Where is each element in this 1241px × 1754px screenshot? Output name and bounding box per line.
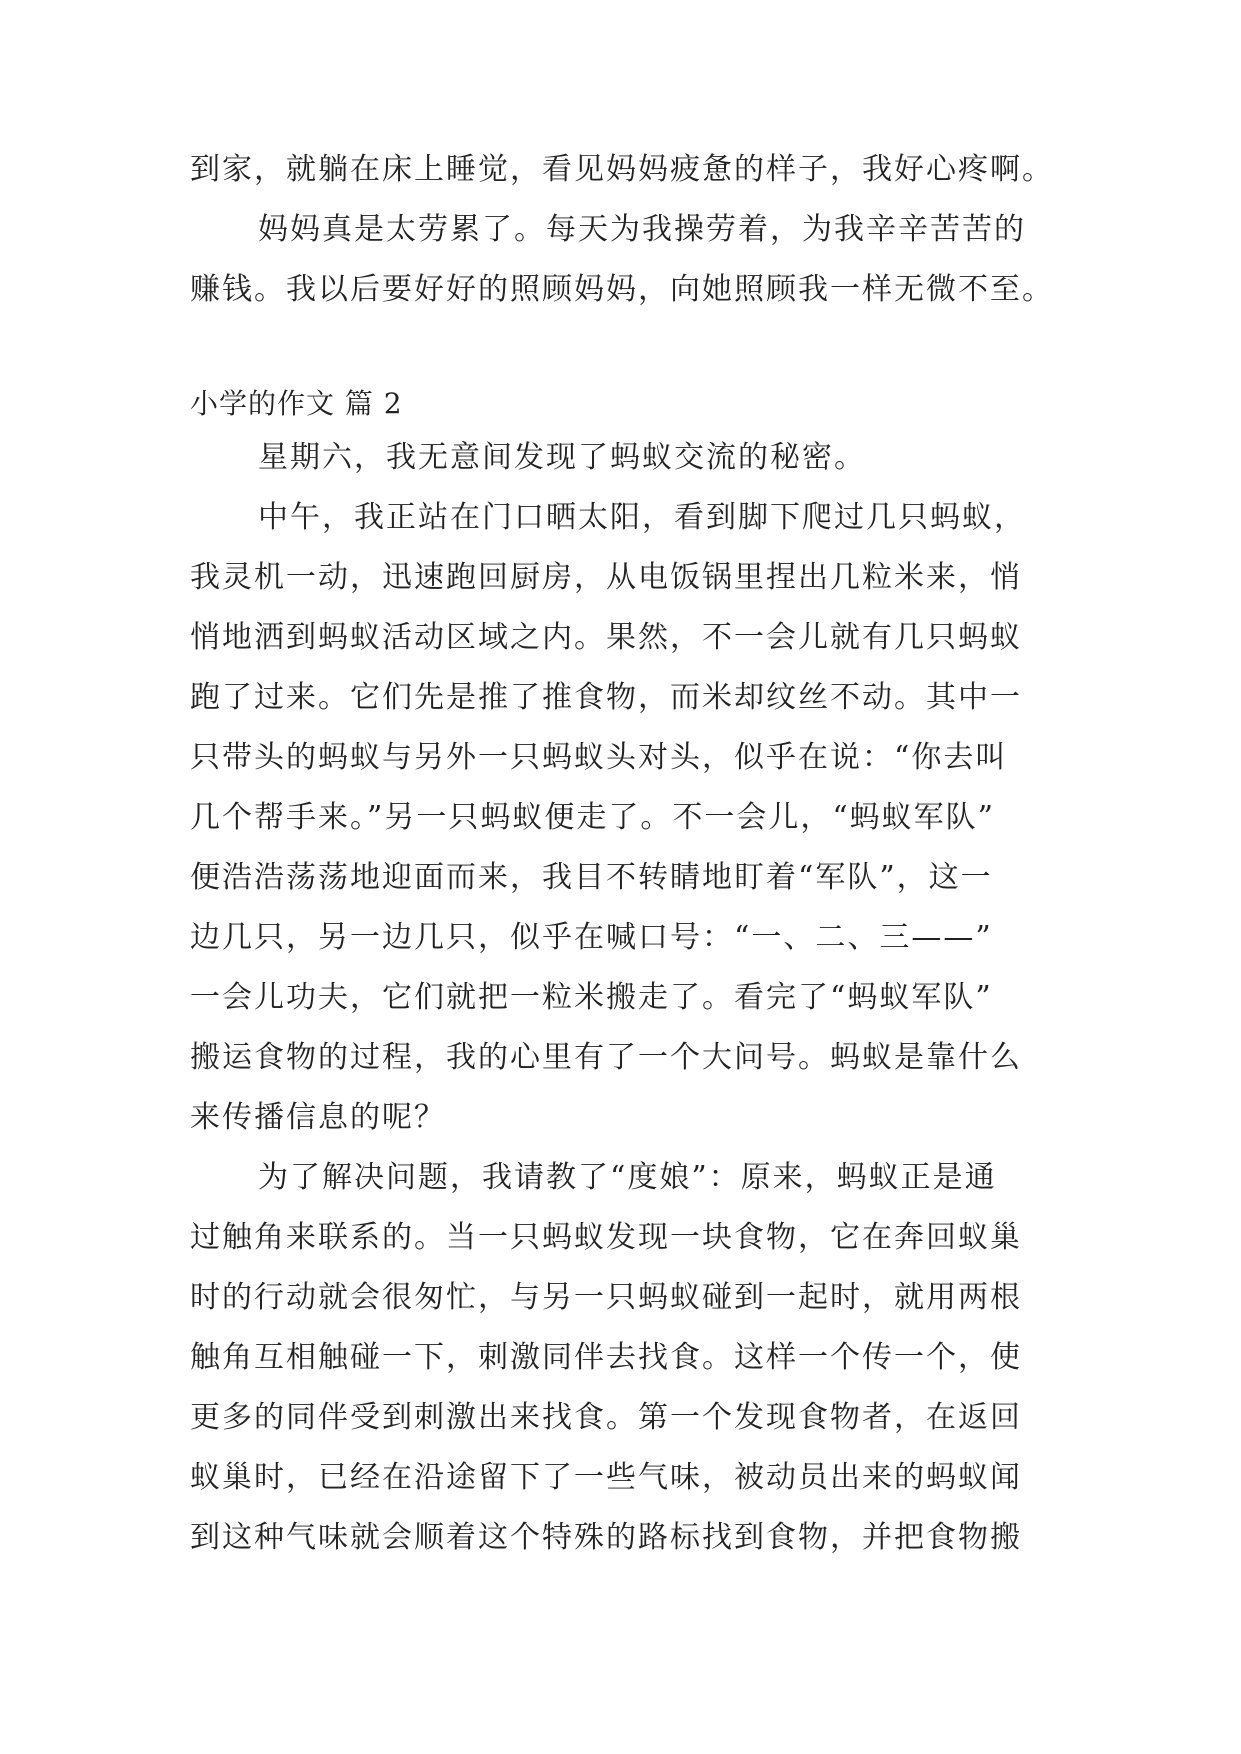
text-line: 跑了过来。它们先是推了推食物，而米却纹丝不动。其中一: [190, 680, 1022, 715]
text-line: 中午，我正站在门口晒太阳，看到脚下爬过几只蚂蚁，: [258, 500, 1026, 535]
text-line: 时的行动就会很匆忙，与另一只蚂蚁碰到一起时，就用两根: [190, 1280, 1022, 1315]
section-title: 小学的作文 篇 2: [190, 387, 403, 420]
text-line: 赚钱。我以后要好好的照顾妈妈，向她照顾我一样无微不至。: [190, 272, 1054, 307]
text-line: 边几只，另一边几只，似乎在喊口号：“一、二、三——”: [190, 920, 993, 955]
text-line: 便浩浩荡荡地迎面而来，我目不转睛地盯着“军队”，这一: [190, 860, 993, 895]
text-line: 我灵机一动，迅速跑回厨房，从电饭锅里捏出几粒米来，悄: [190, 560, 1022, 595]
text-line: 悄地洒到蚂蚁活动区域之内。果然，不一会儿就有几只蚂蚁: [190, 620, 1022, 655]
text-line: 星期六，我无意间发现了蚂蚁交流的秘密。: [258, 440, 866, 475]
text-line: 为了解决问题，我请教了“度娘”：原来，蚂蚁正是通: [258, 1160, 997, 1195]
text-line: 触角互相触碰一下，刺激同伴去找食。这样一个传一个，使: [190, 1340, 1022, 1375]
text-line: 妈妈真是太劳累了。每天为我操劳着，为我辛辛苦苦的: [258, 212, 1026, 247]
text-line: 蚁巢时，已经在沿途留下了一些气味，被动员出来的蚂蚁闻: [190, 1460, 1022, 1495]
text-line: 到这种气味就会顺着这个特殊的路标找到食物，并把食物搬: [190, 1520, 1022, 1555]
text-line: 来传播信息的呢？: [190, 1100, 446, 1135]
text-line: 到家，就躺在床上睡觉，看见妈妈疲惫的样子，我好心疼啊。: [190, 152, 1054, 187]
text-line: 几个帮手来。”另一只蚂蚁便走了。不一会儿，“蚂蚁军队”: [190, 800, 996, 835]
text-line: 过触角来联系的。当一只蚂蚁发现一块食物，它在奔回蚁巢: [190, 1220, 1022, 1255]
text-line: 搬运食物的过程，我的心里有了一个大问号。蚂蚁是靠什么: [190, 1040, 1022, 1075]
text-line: 更多的同伴受到刺激出来找食。第一个发现食物者，在返回: [190, 1400, 1022, 1435]
text-line: 一会儿功夫，它们就把一粒米搬走了。看完了“蚂蚁军队”: [190, 980, 993, 1015]
text-line: 只带头的蚂蚁与另外一只蚂蚁头对头，似乎在说：“你去叫: [190, 740, 1008, 775]
